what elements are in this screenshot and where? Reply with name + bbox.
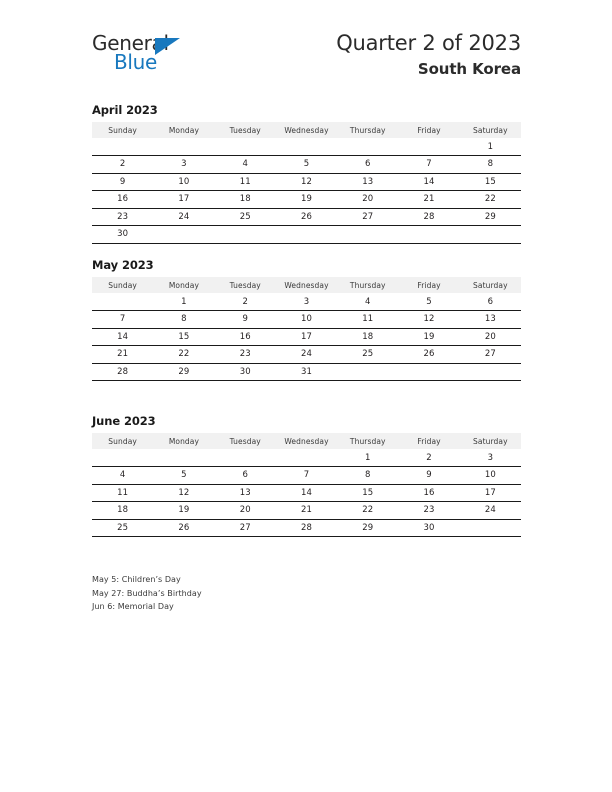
holiday-legend xyxy=(92,573,392,614)
day-cell[interactable]: 11 xyxy=(92,484,153,502)
day-cell[interactable]: 24 xyxy=(460,502,521,520)
legend-item: May 5: Children’s Day xyxy=(92,575,181,584)
day-cell-empty xyxy=(276,226,337,244)
day-cell[interactable]: 5 xyxy=(276,156,337,174)
weekday-header-wednesday: Wednesday xyxy=(276,122,337,138)
day-cell[interactable]: 8 xyxy=(460,156,521,174)
day-cell[interactable]: 27 xyxy=(337,208,398,226)
day-cell[interactable]: 12 xyxy=(276,173,337,191)
day-cell[interactable]: 11 xyxy=(337,311,398,329)
day-cell[interactable]: 16 xyxy=(215,328,276,346)
day-cell[interactable]: 10 xyxy=(276,311,337,329)
day-cell[interactable]: 10 xyxy=(153,173,214,191)
week-row xyxy=(92,173,521,191)
day-cell[interactable]: 13 xyxy=(337,173,398,191)
day-cell-holiday[interactable]: 27 xyxy=(460,346,521,364)
day-cell[interactable]: 27 xyxy=(215,519,276,537)
week-row xyxy=(92,502,521,520)
day-cell[interactable]: 28 xyxy=(398,208,459,226)
weekday-header-tuesday: Tuesday xyxy=(215,277,276,293)
day-cell-empty xyxy=(215,226,276,244)
day-cell[interactable]: 13 xyxy=(460,311,521,329)
weekday-header-sunday: Sunday xyxy=(92,277,153,293)
day-cell[interactable]: 1 xyxy=(365,452,371,463)
day-cell[interactable]: 16 xyxy=(92,191,153,209)
day-cell[interactable]: 12 xyxy=(398,311,459,329)
page-subtitle: South Korea xyxy=(417,60,521,78)
day-cell[interactable]: 18 xyxy=(215,191,276,209)
day-cell[interactable]: 4 xyxy=(365,296,371,307)
week-row xyxy=(92,208,521,226)
day-cell[interactable]: 14 xyxy=(92,328,153,346)
day-cell[interactable]: 29 xyxy=(460,208,521,226)
day-cell[interactable]: 22 xyxy=(337,502,398,520)
legend-item: Jun 6: Memorial Day xyxy=(92,602,174,611)
day-cell-empty xyxy=(92,293,153,311)
day-cell-empty xyxy=(276,138,337,156)
day-cell[interactable]: 2 xyxy=(426,452,432,463)
day-cell[interactable]: 7 xyxy=(92,311,153,329)
month-calendar-table xyxy=(92,122,521,244)
day-cell[interactable]: 4 xyxy=(215,156,276,174)
day-cell[interactable]: 31 xyxy=(276,363,337,381)
day-cell[interactable]: 26 xyxy=(153,519,214,537)
day-cell[interactable]: 12 xyxy=(153,484,214,502)
day-cell[interactable]: 2 xyxy=(92,156,153,174)
day-cell[interactable]: 14 xyxy=(398,173,459,191)
day-cell[interactable]: 13 xyxy=(215,484,276,502)
day-cell[interactable]: 17 xyxy=(153,191,214,209)
day-cell[interactable]: 24 xyxy=(153,208,214,226)
day-cell[interactable]: 28 xyxy=(276,519,337,537)
weekday-header-tuesday: Tuesday xyxy=(215,433,276,449)
day-cell[interactable]: 21 xyxy=(398,191,459,209)
day-cell[interactable]: 18 xyxy=(337,328,398,346)
day-cell-empty xyxy=(337,363,398,381)
day-cell[interactable]: 17 xyxy=(460,484,521,502)
logo-text-general: General xyxy=(92,31,169,55)
day-cell[interactable]: 4 xyxy=(92,467,153,485)
day-cell[interactable]: 7 xyxy=(276,467,337,485)
weekday-header-sunday: Sunday xyxy=(92,433,153,449)
day-cell-empty xyxy=(153,226,214,244)
day-cell[interactable]: 19 xyxy=(398,328,459,346)
day-cell[interactable]: 25 xyxy=(215,208,276,226)
weekday-header-thursday: Thursday xyxy=(337,277,398,293)
day-cell[interactable]: 5 xyxy=(153,467,214,485)
day-cell[interactable]: 26 xyxy=(398,346,459,364)
day-cell-empty xyxy=(398,363,459,381)
day-cell[interactable]: 18 xyxy=(92,502,153,520)
day-cell[interactable]: 9 xyxy=(215,311,276,329)
weekday-header-monday: Monday xyxy=(153,433,214,449)
day-cell-holiday[interactable]: 6 xyxy=(215,467,276,485)
day-cell[interactable]: 9 xyxy=(92,173,153,191)
week-row xyxy=(92,346,521,364)
logo-text-blue: Blue xyxy=(114,50,158,74)
day-cell[interactable]: 11 xyxy=(215,173,276,191)
day-cell[interactable]: 19 xyxy=(153,502,214,520)
day-cell[interactable]: 22 xyxy=(153,346,214,364)
day-cell-empty xyxy=(460,519,521,537)
month-title: June 2023 xyxy=(92,414,156,428)
weekday-header-thursday: Thursday xyxy=(337,433,398,449)
weekday-header-friday: Friday xyxy=(398,277,459,293)
day-cell[interactable]: 29 xyxy=(153,363,214,381)
title-block xyxy=(336,30,521,79)
weekday-header-row xyxy=(92,277,521,293)
day-cell-empty xyxy=(215,449,276,467)
week-row xyxy=(92,449,521,467)
day-cell[interactable]: 30 xyxy=(215,363,276,381)
day-cell[interactable]: 25 xyxy=(337,346,398,364)
day-cell[interactable]: 3 xyxy=(487,452,494,463)
weekday-header-row xyxy=(92,433,521,449)
week-row xyxy=(92,363,521,381)
weekday-header-saturday: Saturday xyxy=(460,277,521,293)
day-cell[interactable]: 25 xyxy=(92,519,153,537)
day-cell[interactable]: 23 xyxy=(92,208,153,226)
day-cell-empty xyxy=(398,138,459,156)
month-block xyxy=(92,258,521,381)
day-cell-empty xyxy=(92,138,153,156)
month-calendar-table xyxy=(92,433,521,537)
week-row xyxy=(92,328,521,346)
page-header xyxy=(92,30,521,92)
day-cell[interactable]: 19 xyxy=(276,191,337,209)
day-cell[interactable]: 7 xyxy=(398,156,459,174)
day-cell[interactable]: 30 xyxy=(92,226,153,244)
weekday-header-saturday: Saturday xyxy=(460,433,521,449)
day-cell[interactable]: 15 xyxy=(460,173,521,191)
day-cell[interactable]: 29 xyxy=(337,519,398,537)
day-cell[interactable]: 30 xyxy=(398,519,459,537)
day-cell[interactable]: 20 xyxy=(460,328,521,346)
day-cell-empty xyxy=(460,226,521,244)
day-cell[interactable]: 23 xyxy=(215,346,276,364)
page-title: Quarter 2 of 2023 xyxy=(336,31,521,55)
weekday-header-tuesday: Tuesday xyxy=(215,122,276,138)
day-cell[interactable]: 15 xyxy=(153,328,214,346)
week-row xyxy=(92,138,521,156)
day-cell-empty xyxy=(460,363,521,381)
weekday-header-row xyxy=(92,122,521,138)
day-cell-empty xyxy=(92,449,153,467)
weekday-header-sunday: Sunday xyxy=(92,122,153,138)
day-cell-empty xyxy=(215,138,276,156)
day-cell[interactable]: 6 xyxy=(487,296,494,307)
weekday-header-saturday: Saturday xyxy=(460,122,521,138)
week-row xyxy=(92,467,521,485)
week-row xyxy=(92,191,521,209)
month-block xyxy=(92,103,521,244)
day-cell[interactable]: 22 xyxy=(460,191,521,209)
week-row xyxy=(92,156,521,174)
weekday-header-friday: Friday xyxy=(398,122,459,138)
weekday-header-wednesday: Wednesday xyxy=(276,433,337,449)
day-cell[interactable]: 20 xyxy=(337,191,398,209)
day-cell[interactable]: 1 xyxy=(181,296,187,307)
day-cell-empty xyxy=(276,449,337,467)
month-title: April 2023 xyxy=(92,103,158,117)
day-cell[interactable]: 21 xyxy=(92,346,153,364)
month-calendar-table xyxy=(92,277,521,381)
day-cell[interactable]: 26 xyxy=(276,208,337,226)
day-cell[interactable]: 3 xyxy=(153,156,214,174)
day-cell-empty xyxy=(337,226,398,244)
day-cell[interactable]: 21 xyxy=(276,502,337,520)
day-cell[interactable]: 23 xyxy=(398,502,459,520)
day-cell[interactable]: 20 xyxy=(215,502,276,520)
triangle-icon xyxy=(155,38,180,55)
day-cell[interactable]: 16 xyxy=(398,484,459,502)
day-cell[interactable]: 28 xyxy=(92,363,153,381)
weekday-header-monday: Monday xyxy=(153,277,214,293)
day-cell[interactable]: 15 xyxy=(337,484,398,502)
day-cell-empty xyxy=(153,138,214,156)
weekday-header-thursday: Thursday xyxy=(337,122,398,138)
day-cell[interactable]: 9 xyxy=(398,467,459,485)
day-cell-holiday[interactable]: 5 xyxy=(426,296,432,307)
day-cell[interactable]: 17 xyxy=(276,328,337,346)
week-row xyxy=(92,484,521,502)
day-cell[interactable]: 8 xyxy=(153,311,214,329)
day-cell[interactable]: 8 xyxy=(337,467,398,485)
weekday-header-monday: Monday xyxy=(153,122,214,138)
week-row xyxy=(92,519,521,537)
day-cell[interactable]: 6 xyxy=(337,156,398,174)
day-cell-empty xyxy=(337,138,398,156)
week-row xyxy=(92,293,521,311)
weekday-header-wednesday: Wednesday xyxy=(276,277,337,293)
day-cell[interactable]: 10 xyxy=(460,467,521,485)
month-block xyxy=(92,414,521,537)
legend-item: May 27: Buddha’s Birthday xyxy=(92,588,202,598)
general-blue-logo xyxy=(92,32,202,80)
day-cell-empty xyxy=(153,449,214,467)
weekday-header-friday: Friday xyxy=(398,433,459,449)
day-cell[interactable]: 3 xyxy=(303,296,310,307)
week-row xyxy=(92,226,521,244)
month-title: May 2023 xyxy=(92,258,154,272)
week-row xyxy=(92,311,521,329)
day-cell[interactable]: 1 xyxy=(487,141,494,152)
day-cell[interactable]: 14 xyxy=(276,484,337,502)
day-cell[interactable]: 2 xyxy=(242,296,248,307)
day-cell[interactable]: 24 xyxy=(276,346,337,364)
day-cell-empty xyxy=(398,226,459,244)
